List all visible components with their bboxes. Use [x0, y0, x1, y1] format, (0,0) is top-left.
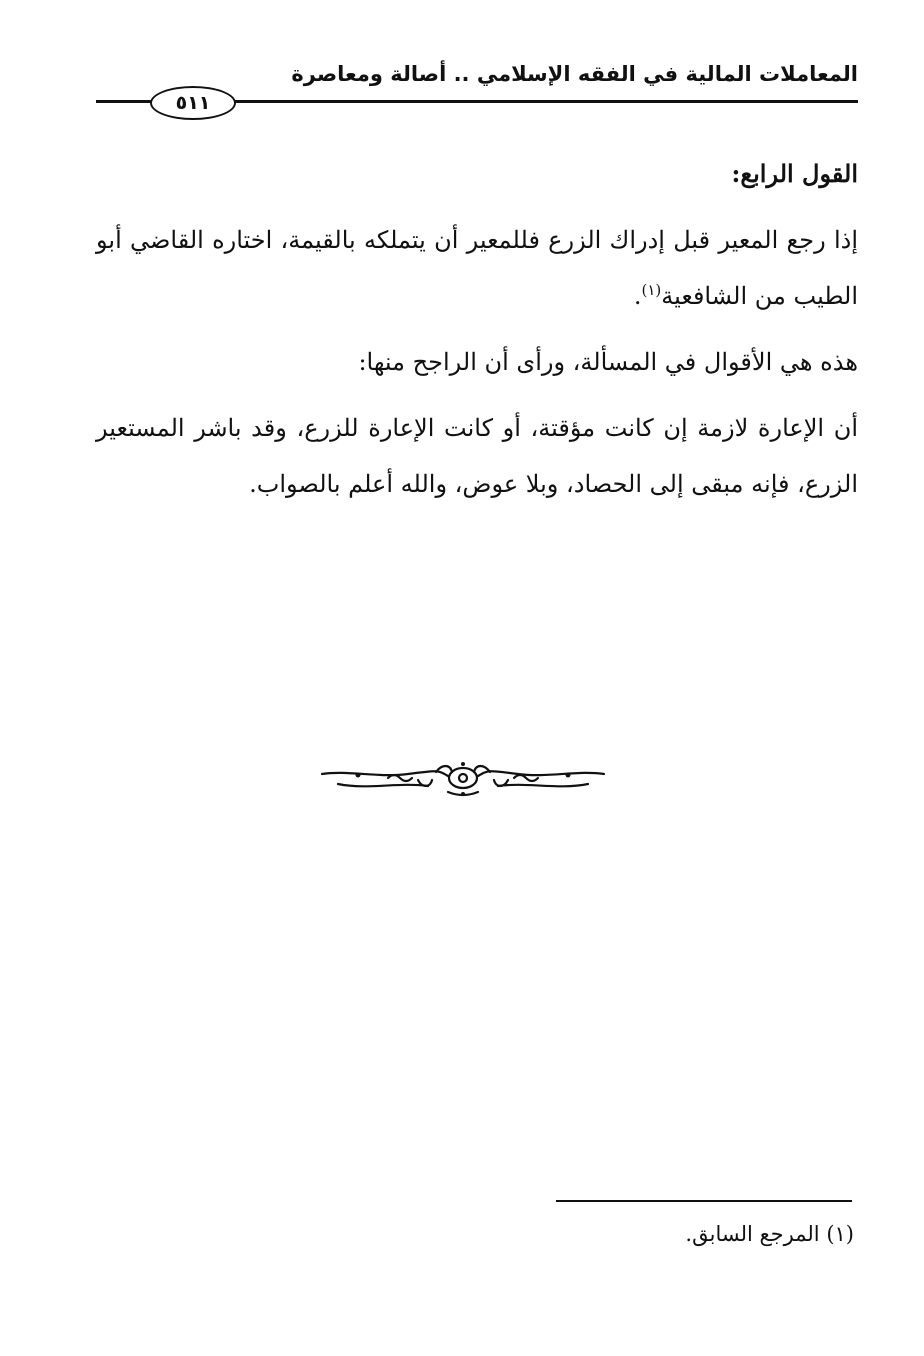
- running-title: المعاملات المالية في الفقه الإسلامي .. أصالة ومعاصرة: [291, 62, 858, 86]
- paragraph-3: أن الإعارة لازمة إن كانت مؤقتة، أو كانت الإعارة للزرع، وقد باشر المستعير الزرع، فإنه مبقى إلى الحصاد، وبلا عوض، والله أعلم بالصواب.: [96, 414, 858, 498]
- paragraph-1: [96, 212, 858, 324]
- decorative-divider-ornament: [318, 760, 608, 800]
- page-number-badge: ٥١١: [150, 86, 236, 120]
- paragraph-1-end: .: [633, 282, 642, 310]
- footnote-reference[interactable]: (١): [641, 281, 662, 299]
- footnote-separator: [556, 1200, 852, 1202]
- section-heading: القول الرابع:: [731, 159, 858, 188]
- footnote-marker: (١): [826, 1222, 854, 1246]
- paragraph-1-text: إذا رجع المعير قبل إدراك الزرع فللمعير أن يتملكه بالقيمة، اختاره القاضي أبو الطيب من الشافعية: [96, 226, 858, 310]
- footnote: [454, 1218, 854, 1250]
- footnote-text: المرجع السابق.: [685, 1222, 820, 1246]
- body-text: [96, 146, 858, 522]
- paragraph-2: هذه هي الأقوال في المسألة، ورأى أن الراجح منها:: [358, 348, 858, 376]
